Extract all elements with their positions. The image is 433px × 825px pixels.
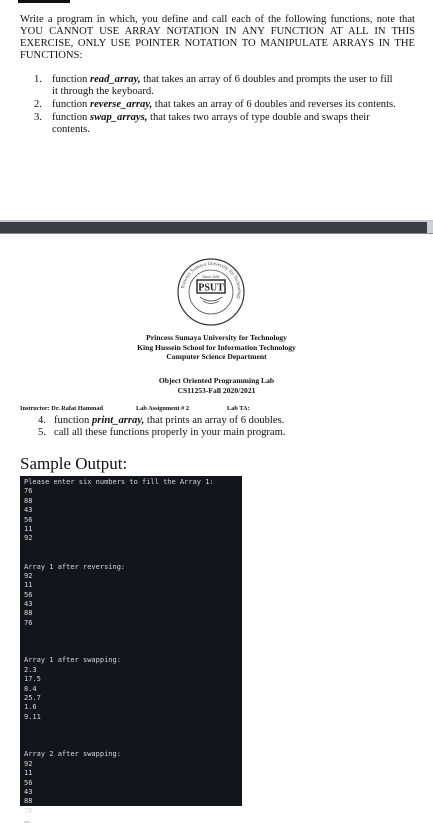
console-value: 43 <box>24 506 33 515</box>
course-header <box>0 376 433 395</box>
task-list-continued <box>38 415 408 439</box>
console-value: 92 <box>24 534 33 543</box>
console-cursor <box>24 816 238 825</box>
console-label: Array 1 after reversing: <box>24 562 126 571</box>
function-name: read_array, <box>89 74 141 85</box>
task-number: 2. <box>34 99 42 110</box>
console-value: 56 <box>24 515 33 524</box>
task-prefix: function <box>52 112 90 123</box>
logo-abbr-text: PSUT <box>198 282 224 294</box>
console-value: 88 <box>24 496 33 505</box>
task-prefix: function <box>54 415 92 426</box>
cursor-icon <box>24 821 30 823</box>
university-header <box>0 333 433 362</box>
assignment-label: Lab Assignment # 2 <box>136 405 190 412</box>
console-value: 76 <box>24 806 33 815</box>
console-blank <box>24 628 238 656</box>
console-value: 88 <box>24 609 33 618</box>
intro-paragraph: Write a program in which, you define and call each of the following functions, note that YOU CANNOT USE ARRAY NOTATION IN ANY FUNCTION AT ALL IN THIS EXERCISE, ONLY USE POINTER NOTATION TO MANIPULATE ARRAYS IN THE FUNCTIONS: <box>20 14 415 61</box>
function-name: reverse_array, <box>89 99 153 110</box>
separator-edge <box>427 222 433 233</box>
task-item-4 <box>38 415 408 427</box>
console-value: 76 <box>24 487 33 496</box>
task-description: that prints an array of 6 doubles. <box>144 415 285 426</box>
console-prompt: Please enter six numbers to fill the Array 1: <box>24 478 214 486</box>
console-value: 9.11 <box>24 712 41 721</box>
task-number: 3. <box>34 112 42 123</box>
task-number: 4. <box>38 415 46 426</box>
course-code: CS11253-Fall 2020/2021 <box>177 385 256 395</box>
console-value: 92 <box>24 759 33 768</box>
task-description: that takes two arrays of type double and swaps their contents. <box>52 112 370 135</box>
task-description: that takes an array of 6 doubles and prompts the user to fill it through the keyboard. <box>52 74 393 97</box>
console-blank <box>24 544 238 563</box>
department-name: Computer Science Department <box>166 352 267 361</box>
console-value: 8.4 <box>24 684 37 693</box>
console-blank <box>24 722 238 750</box>
instructor-label: Instructor: Dr. Rafat Hammad <box>20 405 104 412</box>
psut-logo-icon <box>176 257 246 327</box>
console-value: 11 <box>24 769 33 778</box>
task-description: call all these functions properly in your main program. <box>54 427 286 438</box>
task-item-1 <box>34 74 399 98</box>
top-rule <box>18 0 70 3</box>
ta-label: Lab TA: <box>227 405 250 412</box>
sample-output-heading: Sample Output: <box>20 454 128 473</box>
console-output <box>20 476 242 815</box>
console-value: 25.7 <box>24 694 41 703</box>
console-value: 2.3 <box>24 665 37 674</box>
console-value: 56 <box>24 590 33 599</box>
console-value: 1.6 <box>24 703 37 712</box>
task-item-3 <box>34 112 399 136</box>
console-value: 43 <box>24 600 33 609</box>
task-number: 5. <box>38 427 46 438</box>
console-value: 17.5 <box>24 675 41 684</box>
function-name: swap_arrays, <box>89 112 148 123</box>
university-name: Princess Sumaya University for Technology <box>146 333 287 342</box>
console-label: Array 1 after swapping: <box>24 656 121 665</box>
page-separator <box>0 220 433 234</box>
task-item-2 <box>34 99 399 111</box>
console-label: Array 2 after swapping: <box>24 750 121 759</box>
console-value: 11 <box>24 581 33 590</box>
console-value: 76 <box>24 618 33 627</box>
task-item-5 <box>38 427 408 439</box>
logo-est-text: Since 1991 <box>202 275 220 279</box>
console-value: 88 <box>24 797 33 806</box>
course-title: Object Oriented Programming Lab <box>158 376 275 385</box>
console-value: 92 <box>24 571 33 580</box>
console-value: 56 <box>24 778 33 787</box>
task-list <box>34 74 399 137</box>
task-prefix: function <box>52 74 90 85</box>
function-name: print_array, <box>91 415 145 426</box>
console-value: 43 <box>24 787 33 796</box>
task-description: that takes an array of 6 doubles and reverses its contents. <box>152 99 396 110</box>
task-number: 1. <box>34 74 42 85</box>
logo-ring-text: Princess Sumaya University for Technology <box>181 261 242 300</box>
console-value: 11 <box>24 524 33 533</box>
school-name: King Hussein School for Information Technology <box>137 342 296 352</box>
task-prefix: function <box>52 99 90 110</box>
